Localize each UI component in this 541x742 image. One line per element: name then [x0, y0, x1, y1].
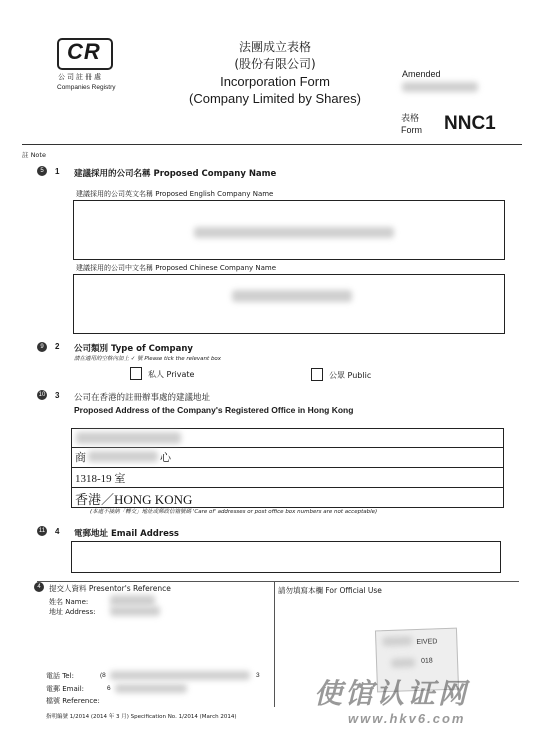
watermark-url: www.hkv6.com [348, 711, 466, 726]
address-line-4: 香港／HONG KONG [75, 492, 193, 507]
public-label: 公眾 Public [329, 371, 372, 380]
form-label-en: Form [401, 125, 422, 135]
section-1-number: 1 [55, 167, 60, 176]
address-line-3: 1318-19 室 [75, 473, 126, 485]
address-line-3-rule [72, 487, 503, 488]
english-name-redacted [194, 227, 394, 238]
tick-instruction: 請在適用的空格內加上 ✓ 號 Please tick the relevant box [74, 356, 222, 362]
header-divider [22, 144, 522, 145]
official-use-title: 請勿填寫本欄 For Official Use [278, 586, 382, 595]
note-marker-5: 5 [37, 166, 47, 176]
section-3-title-zh: 公司在香港的註冊辦事處的建議地址 [74, 393, 211, 403]
section-2-number: 2 [55, 342, 60, 351]
specification-footer: 指明編號 1/2014 (2014 年 3 月) Specification No. 1/2014 (March 2014) [46, 714, 237, 720]
english-name-field[interactable] [73, 200, 505, 260]
address-line-1-rule [72, 447, 503, 448]
address-box[interactable] [71, 428, 504, 508]
chinese-name-label: 建議採用的公司中文名稱 Proposed Chinese Company Name [76, 264, 277, 272]
stamp-year: 018 [420, 657, 433, 665]
section-3-number: 3 [55, 391, 60, 400]
cr-logo [57, 38, 113, 70]
section-4-title: 電郵地址 Email Address [74, 529, 179, 539]
presenter-tel-label: 電話 Tel: [46, 672, 74, 680]
note-marker-4: 4 [34, 582, 44, 592]
section-3-title-en: Proposed Address of the Company's Registered Office in Hong Kong [74, 405, 354, 415]
public-checkbox[interactable] [311, 368, 323, 381]
official-use-divider [274, 581, 275, 707]
note-marker-11: 11 [38, 528, 46, 534]
address-line-1-redacted [76, 432, 181, 444]
presenter-email-prefix: 6 [107, 685, 111, 692]
note-marker-9: 9 [37, 342, 47, 352]
form-label-zh: 表格 [401, 114, 420, 124]
title-en: Incorporation Form [220, 74, 330, 89]
private-label: 私人 Private [148, 370, 195, 379]
presenter-name-redacted [110, 595, 155, 606]
watermark-text-zh: 使馆认证网 [314, 677, 470, 710]
presenter-tel-prefix: (8 [100, 672, 106, 679]
presenter-email-redacted [115, 684, 187, 693]
presenter-reference-label: 檔號 Reference: [46, 697, 100, 705]
section-2-title: 公司類別 Type of Company [74, 344, 193, 354]
subtitle-zh: (股份有限公司) [234, 57, 316, 71]
presenter-tel-suffix: 3 [256, 672, 260, 679]
form-code: NNC1 [444, 113, 496, 134]
logo-caption-en: Companies Registry [57, 84, 116, 91]
section-1-title: 建議採用的公司名稱 Proposed Company Name [74, 169, 277, 179]
amended-label: Amended [402, 69, 441, 79]
stamp-text: EIVED [416, 638, 438, 647]
subtitle-en: (Company Limited by Shares) [189, 91, 361, 106]
note-marker-10: 10 [38, 392, 46, 398]
address-line-2-end: 心 [160, 452, 171, 464]
english-name-label: 建議採用的公司英文名稱 Proposed English Company Name [76, 190, 274, 198]
presenter-tel-redacted [110, 671, 250, 680]
chinese-name-field[interactable] [73, 274, 505, 334]
presenter-title: 提交人資料 Presentor's Reference [49, 584, 171, 593]
presenter-email-label: 電郵 Email: [46, 685, 85, 693]
title-zh: 法團成立表格 [238, 40, 311, 54]
private-checkbox[interactable] [130, 367, 142, 380]
presenter-address-redacted [110, 606, 160, 616]
address-footnote: (本處不接納「轉交」地址或郵政信箱號碼 'Care of' addresses or post office box numbers are not acceptable) [90, 509, 378, 515]
chinese-name-redacted [232, 290, 352, 302]
stamp-redacted-top [382, 636, 412, 646]
note-label: 註 Note [22, 151, 46, 159]
address-line-2-rule [72, 467, 503, 468]
logo-caption-zh: 公司註冊處 [58, 73, 103, 81]
stamp-redacted-mid [391, 658, 415, 668]
address-line-2-redacted [88, 451, 158, 462]
section-4-number: 4 [55, 527, 60, 536]
logo-text: CR [67, 39, 101, 64]
amended-date-redacted [402, 82, 478, 92]
email-address-field[interactable] [71, 541, 501, 573]
presenter-name-label: 姓名 Name: [49, 598, 89, 606]
presenter-address-label: 地址 Address: [49, 608, 96, 616]
address-line-2-start: 商 [75, 452, 86, 464]
presenter-divider [37, 581, 519, 582]
